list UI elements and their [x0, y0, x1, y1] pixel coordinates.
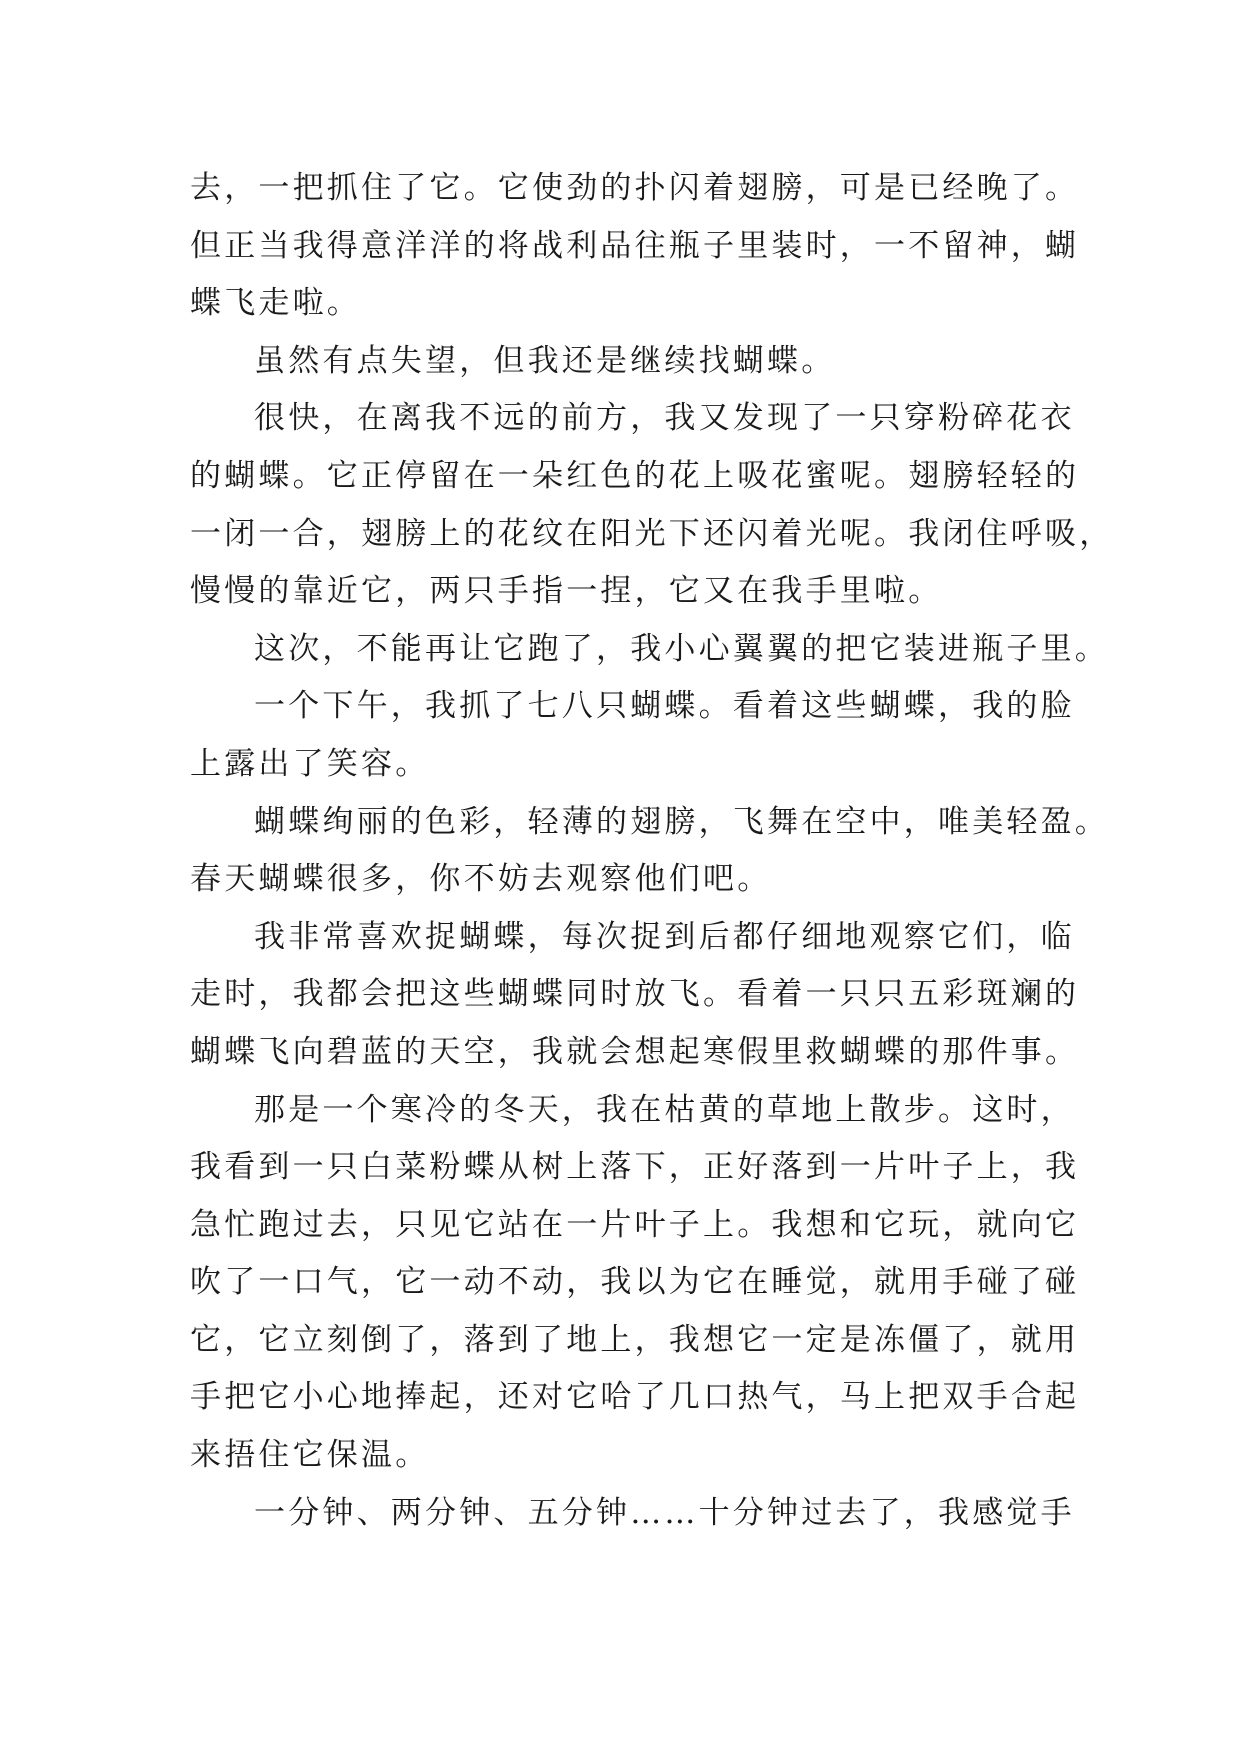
text-line: 来捂住它保温。: [190, 1437, 430, 1474]
text-line: 那是一个寒冷的冬天，我在枯黄的草地上散步。这时，: [254, 1091, 1075, 1128]
text-line: 但正当我得意洋洋的将战利品往瓶子里装时，一不留神，蝴: [190, 227, 1080, 264]
text-line: 很快，在离我不远的前方，我又发现了一只穿粉碎花衣: [254, 400, 1075, 437]
text-column: [190, 160, 1114, 1542]
text-line: 的蝴蝶。它正停留在一朵红色的花上吸花蜜呢。翅膀轻轻的: [190, 457, 1080, 494]
text-line: 去，一把抓住了它。它使劲的扑闪着翅膀，可是已经晚了。: [190, 170, 1080, 206]
text-line: 它，它立刻倒了，落到了地上，我想它一定是冻僵了，就用: [190, 1321, 1080, 1358]
text-line: 蝴蝶飞向碧蓝的天空，我就会想起寒假里救蝴蝶的那件事。: [190, 1033, 1080, 1070]
text-line: 走时，我都会把这些蝴蝶同时放飞。看着一只只五彩斑斓的: [190, 976, 1080, 1013]
text-line: 一闭一合，翅膀上的花纹在阳光下还闪着光呢。我闭住呼吸，: [190, 515, 1114, 552]
text-line: 蝶飞走啦。: [190, 285, 361, 322]
text-line: 吹了一口气，它一动不动，我以为它在睡觉，就用手碰了碰: [190, 1264, 1080, 1301]
text-line: 这次，不能再让它跑了，我小心翼翼的把它装进瓶子里。: [254, 630, 1109, 667]
text-line: 蝴蝶绚丽的色彩，轻薄的翅膀，飞舞在空中，唯美轻盈。: [254, 803, 1109, 840]
text-line: 一个下午，我抓了七八只蝴蝶。看着这些蝴蝶，我的脸: [254, 688, 1075, 725]
text-line: 我看到一只白菜粉蝶从树上落下，正好落到一片叶子上，我: [190, 1149, 1080, 1186]
text-line: 春天蝴蝶很多，你不妨去观察他们吧。: [190, 861, 772, 898]
text-line: 虽然有点失望，但我还是继续找蝴蝶。: [254, 342, 836, 379]
text-line: 我非常喜欢捉蝴蝶，每次捉到后都仔细地观察它们，临: [254, 918, 1075, 955]
text-line: 一分钟、两分钟、五分钟……十分钟过去了，我感觉手: [254, 1494, 1075, 1531]
text-line: 慢慢的靠近它，两只手指一捏，它又在我手里啦。: [190, 573, 943, 610]
text-line: 手把它小心地捧起，还对它哈了几口热气，马上把双手合起: [190, 1379, 1080, 1416]
text-line: 上露出了笑容。: [190, 745, 430, 782]
text-line: 急忙跑过去，只见它站在一片叶子上。我想和它玩，就向它: [190, 1206, 1080, 1243]
